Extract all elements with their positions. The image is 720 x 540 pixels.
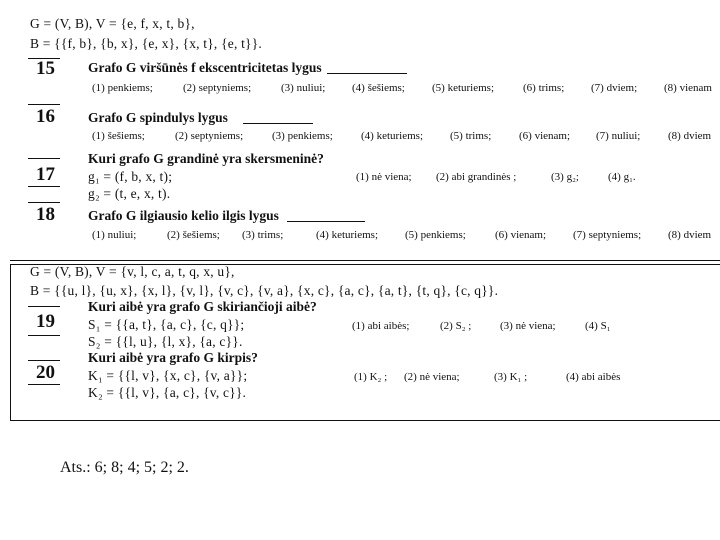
question-18-text: Grafo G ilgiausio kelio ilgis lygus [88, 208, 279, 223]
option[interactable]: (3) nuliui; [281, 82, 326, 94]
set-k2: K₂ = {{l, v}, {a, c}, {v, c}}. [88, 385, 247, 400]
option[interactable]: (8) dviem [668, 229, 712, 241]
option[interactable]: (1) šešiems; [92, 130, 145, 142]
option[interactable]: (4) keturiems; [361, 130, 424, 142]
path-g2: g₂ = (t, e, x, t). [88, 186, 171, 201]
option[interactable]: (4) abi aibės [566, 371, 621, 383]
question-18-number: 18 [36, 204, 55, 225]
box-bottom-border [10, 420, 720, 421]
option[interactable]: (3) nė viena; [500, 320, 556, 332]
option[interactable]: (2) septyniems; [183, 82, 252, 94]
option[interactable]: (5) trims; [450, 130, 492, 142]
question-19-number: 19 [36, 311, 55, 332]
row-rule [28, 384, 60, 385]
option[interactable]: (2) S₂ ; [440, 320, 472, 332]
question-16-number: 16 [36, 106, 55, 127]
question-19-text: Kuri aibė yra grafo G skiriančioji aibė? [88, 299, 317, 314]
row-rule [28, 335, 60, 336]
option[interactable]: (2) septyniems; [175, 130, 244, 142]
set-s2: S₂ = {{l, u}, {l, x}, {a, c}}. [88, 334, 243, 349]
graph-1-definition: G = (V, B), V = {e, f, x, t, b}, [30, 16, 195, 31]
answer-blank [287, 221, 365, 222]
option[interactable]: (7) septyniems; [573, 229, 642, 241]
row-rule [28, 158, 60, 159]
section-divider [10, 260, 720, 261]
graph-1-edges: B = {{f, b}, {b, x}, {e, x}, {x, t}, {e, t}}. [30, 36, 262, 51]
row-rule [28, 360, 60, 361]
option[interactable]: (3) K₁ ; [494, 371, 528, 383]
row-rule [28, 306, 60, 307]
option[interactable]: (4) keturiems; [316, 229, 379, 241]
option[interactable]: (1) K₂ ; [354, 371, 388, 383]
graph-2-edges: B = {{u, l}, {u, x}, {x, l}, {v, l}, {v, c}, {v, a}, {x, c}, {a, c}, {a, t}, {t, q}, {c, q}}. [30, 283, 499, 298]
option[interactable]: (3) g₂; [551, 171, 579, 183]
option[interactable]: (4) S₁ [585, 320, 611, 332]
question-15-number: 15 [36, 58, 55, 79]
option[interactable]: (6) trims; [523, 82, 565, 94]
option[interactable]: (6) vienam; [495, 229, 547, 241]
question-20-number: 20 [36, 362, 55, 383]
option[interactable]: (4) g₁. [608, 171, 636, 183]
row-rule [28, 186, 60, 187]
answer-blank [243, 123, 313, 124]
option[interactable]: (4) šešiems; [352, 82, 405, 94]
answers-line: Ats.: 6; 8; 4; 5; 2; 2. [60, 459, 189, 476]
question-20-text: Kuri aibė yra grafo G kirpis? [88, 350, 258, 365]
option[interactable]: (5) penkiems; [405, 229, 466, 241]
option[interactable]: (1) nuliui; [92, 229, 137, 241]
option[interactable]: (2) nė viena; [404, 371, 460, 383]
path-g1: g₁ = (f, b, x, t); [88, 169, 173, 184]
graph-2-definition: G = (V, B), V = {v, l, c, a, t, q, x, u}, [30, 264, 235, 279]
option[interactable]: (1) abi aibės; [352, 320, 410, 332]
question-17-text: Kuri grafo G grandinė yra skersmeninė? [88, 151, 324, 166]
question-17-number: 17 [36, 164, 55, 185]
option[interactable]: (8) dviem [668, 130, 712, 142]
option[interactable]: (1) penkiems; [92, 82, 153, 94]
row-rule [28, 104, 60, 105]
option[interactable]: (7) nuliui; [596, 130, 641, 142]
box-left-border [10, 264, 11, 420]
option[interactable]: (2) šešiems; [167, 229, 220, 241]
option[interactable]: (6) vienam; [519, 130, 571, 142]
option[interactable]: (1) nė viena; [356, 171, 412, 183]
set-s1: S₁ = {{a, t}, {a, c}, {c, q}}; [88, 317, 245, 332]
question-16-text: Grafo G spindulys lygus [88, 110, 228, 125]
question-15-text: Grafo G viršūnės f ekscentricitetas lygus [88, 60, 322, 75]
set-k1: K₁ = {{l, v}, {x, c}, {v, a}}; [88, 368, 248, 383]
answer-blank [327, 73, 407, 74]
option[interactable]: (2) abi grandinės ; [436, 171, 517, 183]
option[interactable]: (3) penkiems; [272, 130, 333, 142]
option[interactable]: (8) vienam [664, 82, 712, 94]
option[interactable]: (3) trims; [242, 229, 284, 241]
option[interactable]: (5) keturiems; [432, 82, 495, 94]
row-rule [28, 202, 60, 203]
option[interactable]: (7) dviem; [591, 82, 638, 94]
